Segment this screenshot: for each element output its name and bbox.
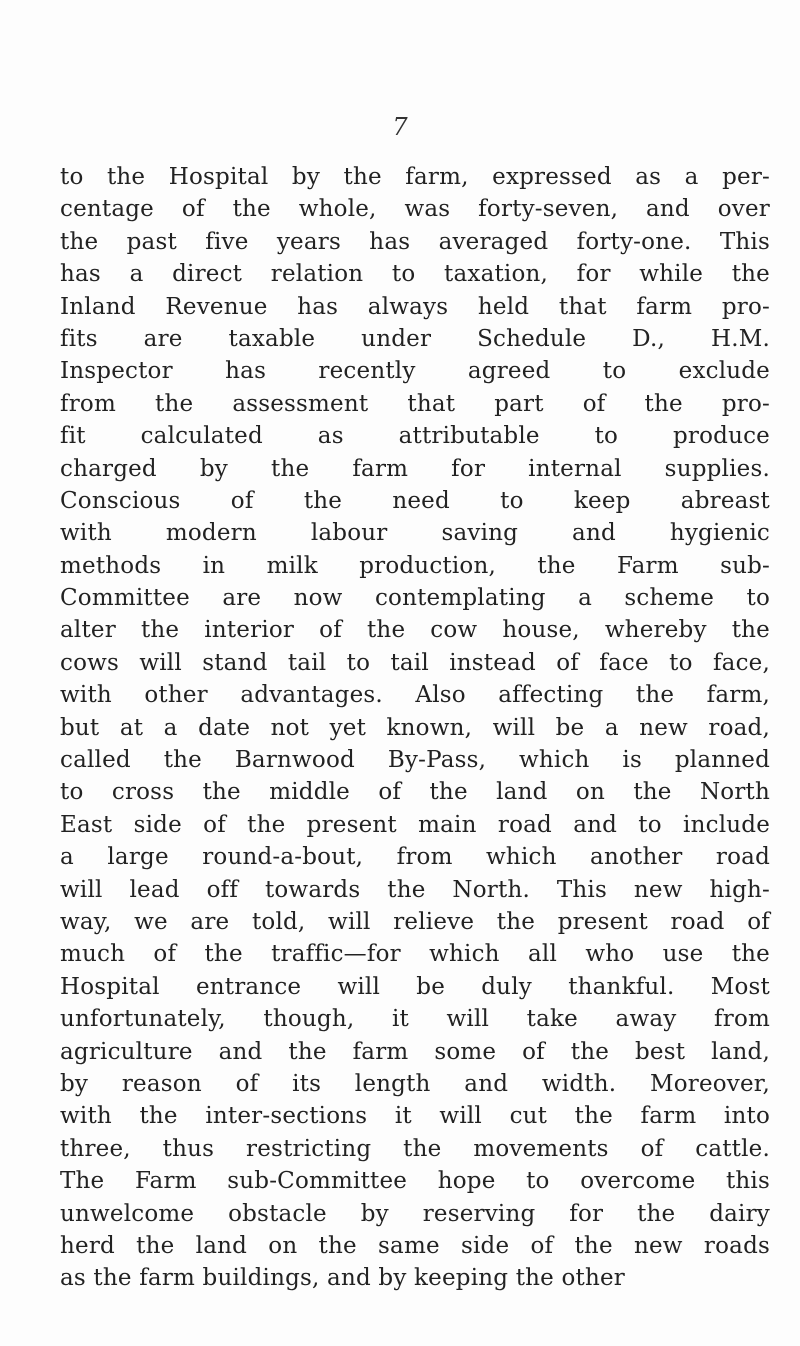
text-line: to the Hospital by the farm, expressed as a per- — [60, 164, 770, 190]
text-line: Conscious of the need to keep abreast — [60, 487, 770, 514]
text-line: methods in milk production, the Farm sub- — [60, 552, 770, 579]
body-paragraph — [60, 161, 770, 1295]
text-line: will lead off towards the North. This new high- — [60, 876, 770, 903]
text-line: unfortunately, though, it will take away from — [60, 1006, 770, 1033]
text-line: Committee are now contemplating a scheme to — [60, 585, 770, 612]
text-line: has a direct relation to taxation, for while the — [60, 261, 770, 288]
text-line: alter the interior of the cow house, whereby the — [60, 617, 770, 644]
text-line: with the inter-sections it will cut the farm into — [60, 1103, 770, 1130]
text-line: from the assessment that part of the pro- — [60, 390, 770, 417]
text-line: much of the traffic—for which all who use the — [60, 941, 770, 968]
text-line: fits are taxable under Schedule D., H.M. — [60, 325, 770, 352]
text-line: with modern labour saving and hygienic — [60, 520, 770, 547]
text-line: cows will stand tail to tail instead of face to face, — [60, 649, 770, 676]
text-line: Inland Revenue has always held that farm pro- — [60, 293, 770, 320]
text-line: charged by the farm for internal supplies. — [60, 455, 770, 482]
text-line: to cross the middle of the land on the North — [60, 779, 770, 806]
text-line: but at a date not yet known, will be a new road, — [60, 714, 770, 741]
page-number: 7 — [392, 113, 408, 141]
text-line: a large round-a-bout, from which another road — [60, 844, 770, 871]
text-line: East side of the present main road and to include — [60, 811, 770, 838]
text-line: Hospital entrance will be duly thankful. Most — [60, 973, 770, 1000]
text-line: The Farm sub-Committee hope to overcome this — [60, 1168, 770, 1195]
text-line: with other advantages. Also affecting the farm, — [60, 682, 770, 709]
text-line: three, thus restricting the movements of cattle. — [60, 1135, 770, 1162]
text-line: called the Barnwood By-Pass, which is planned — [60, 747, 770, 774]
text-line: unwelcome obstacle by reserving for the dairy — [60, 1200, 770, 1227]
text-line: as the farm buildings, and by keeping the other — [60, 1265, 625, 1292]
text-line: Inspector has recently agreed to exclude — [60, 358, 770, 385]
text-line: by reason of its length and width. Moreover, — [60, 1070, 770, 1097]
text-line: herd the land on the same side of the new roads — [60, 1232, 770, 1259]
text-line: agriculture and the farm some of the best land, — [60, 1038, 770, 1065]
text-line: fit calculated as attributable to produce — [60, 423, 770, 450]
text-line: way, we are told, will relieve the present road of — [60, 908, 770, 935]
text-line: centage of the whole, was forty-seven, and over — [60, 196, 770, 223]
text-line: the past five years has averaged forty-one. This — [60, 228, 770, 255]
